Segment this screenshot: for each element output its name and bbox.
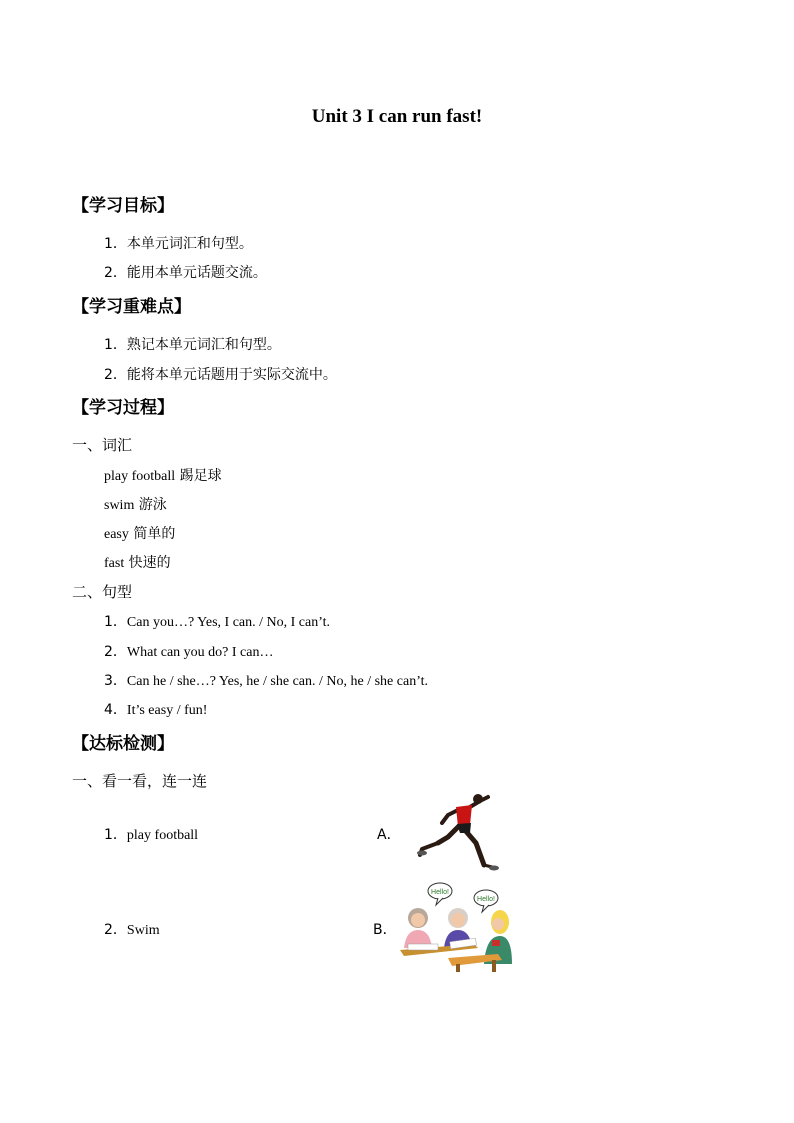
goal-item: 1．本单元词汇和句型。: [104, 236, 253, 252]
sentence-number: 3．: [104, 673, 127, 689]
sentence-item: [104, 611, 330, 631]
sentence-text: It’s easy / fun!: [126, 703, 208, 718]
sentence-text: What can you do? I can…: [126, 645, 274, 660]
check-subheading: 一、看一看，连一连: [72, 772, 208, 790]
page-title: Unit 3 I can run fast!: [311, 106, 483, 127]
sentence-number: 1．: [104, 614, 127, 630]
sentence-text: Can you…? Yes, I can. / No, I can’t.: [126, 615, 331, 630]
sentence-item: [104, 641, 273, 661]
keypoint-item: 2．能将本单元话题用于实际交流中。: [104, 367, 337, 383]
match-item-1: [104, 824, 198, 844]
match-text: Swim: [126, 923, 160, 938]
section-heading-process: 【学习过程】: [72, 398, 174, 418]
option-b-label: B．: [373, 922, 397, 938]
sentence-text: Can he / she…? Yes, he / she can. / No, he / she can’t.: [126, 674, 428, 689]
section-heading-goals: 【学习目标】: [72, 196, 174, 216]
sentence-item: [104, 699, 207, 719]
sentence-heading: 二、句型: [72, 583, 133, 601]
vocab-cn: 快速的: [124, 555, 171, 571]
vocab-en: easy: [104, 527, 129, 542]
match-number: 1．: [104, 827, 127, 843]
vocab-en: swim: [104, 498, 135, 513]
sentence-number: 2．: [104, 644, 127, 660]
vocab-cn: 游泳: [134, 497, 167, 513]
section-heading-keypoints: 【学习重难点】: [72, 297, 191, 317]
vocab-en: play football: [104, 469, 176, 484]
speech-bubble-icon: [474, 890, 498, 912]
bubble-text: Hello!: [477, 896, 495, 903]
match-number: 2．: [104, 922, 127, 938]
running-man-image: [414, 793, 522, 873]
vocab-cn: 简单的: [128, 526, 176, 542]
section-heading-check: 【达标检测】: [72, 734, 174, 754]
goal-item: 2．能用本单元话题交流。: [104, 265, 267, 281]
vocab-cn: 踢足球: [175, 468, 222, 484]
keypoint-item: 1．熟记本单元词汇和句型。: [104, 337, 281, 353]
sentence-item: [104, 670, 428, 690]
vocab-heading: 一、词汇: [72, 436, 133, 454]
vocab-item: [104, 523, 175, 543]
option-a-label: A．: [377, 827, 401, 843]
match-item-2: [104, 919, 160, 939]
sentence-number: 4．: [104, 702, 127, 718]
people-greeting-image: [398, 878, 514, 974]
vocab-item: [104, 465, 222, 485]
bubble-text: Hello!: [431, 889, 449, 896]
speech-bubble-icon: [428, 883, 452, 905]
vocab-item: [104, 552, 171, 572]
vocab-item: [104, 494, 167, 514]
vocab-en: fast: [104, 556, 125, 571]
match-text: play football: [126, 828, 199, 843]
